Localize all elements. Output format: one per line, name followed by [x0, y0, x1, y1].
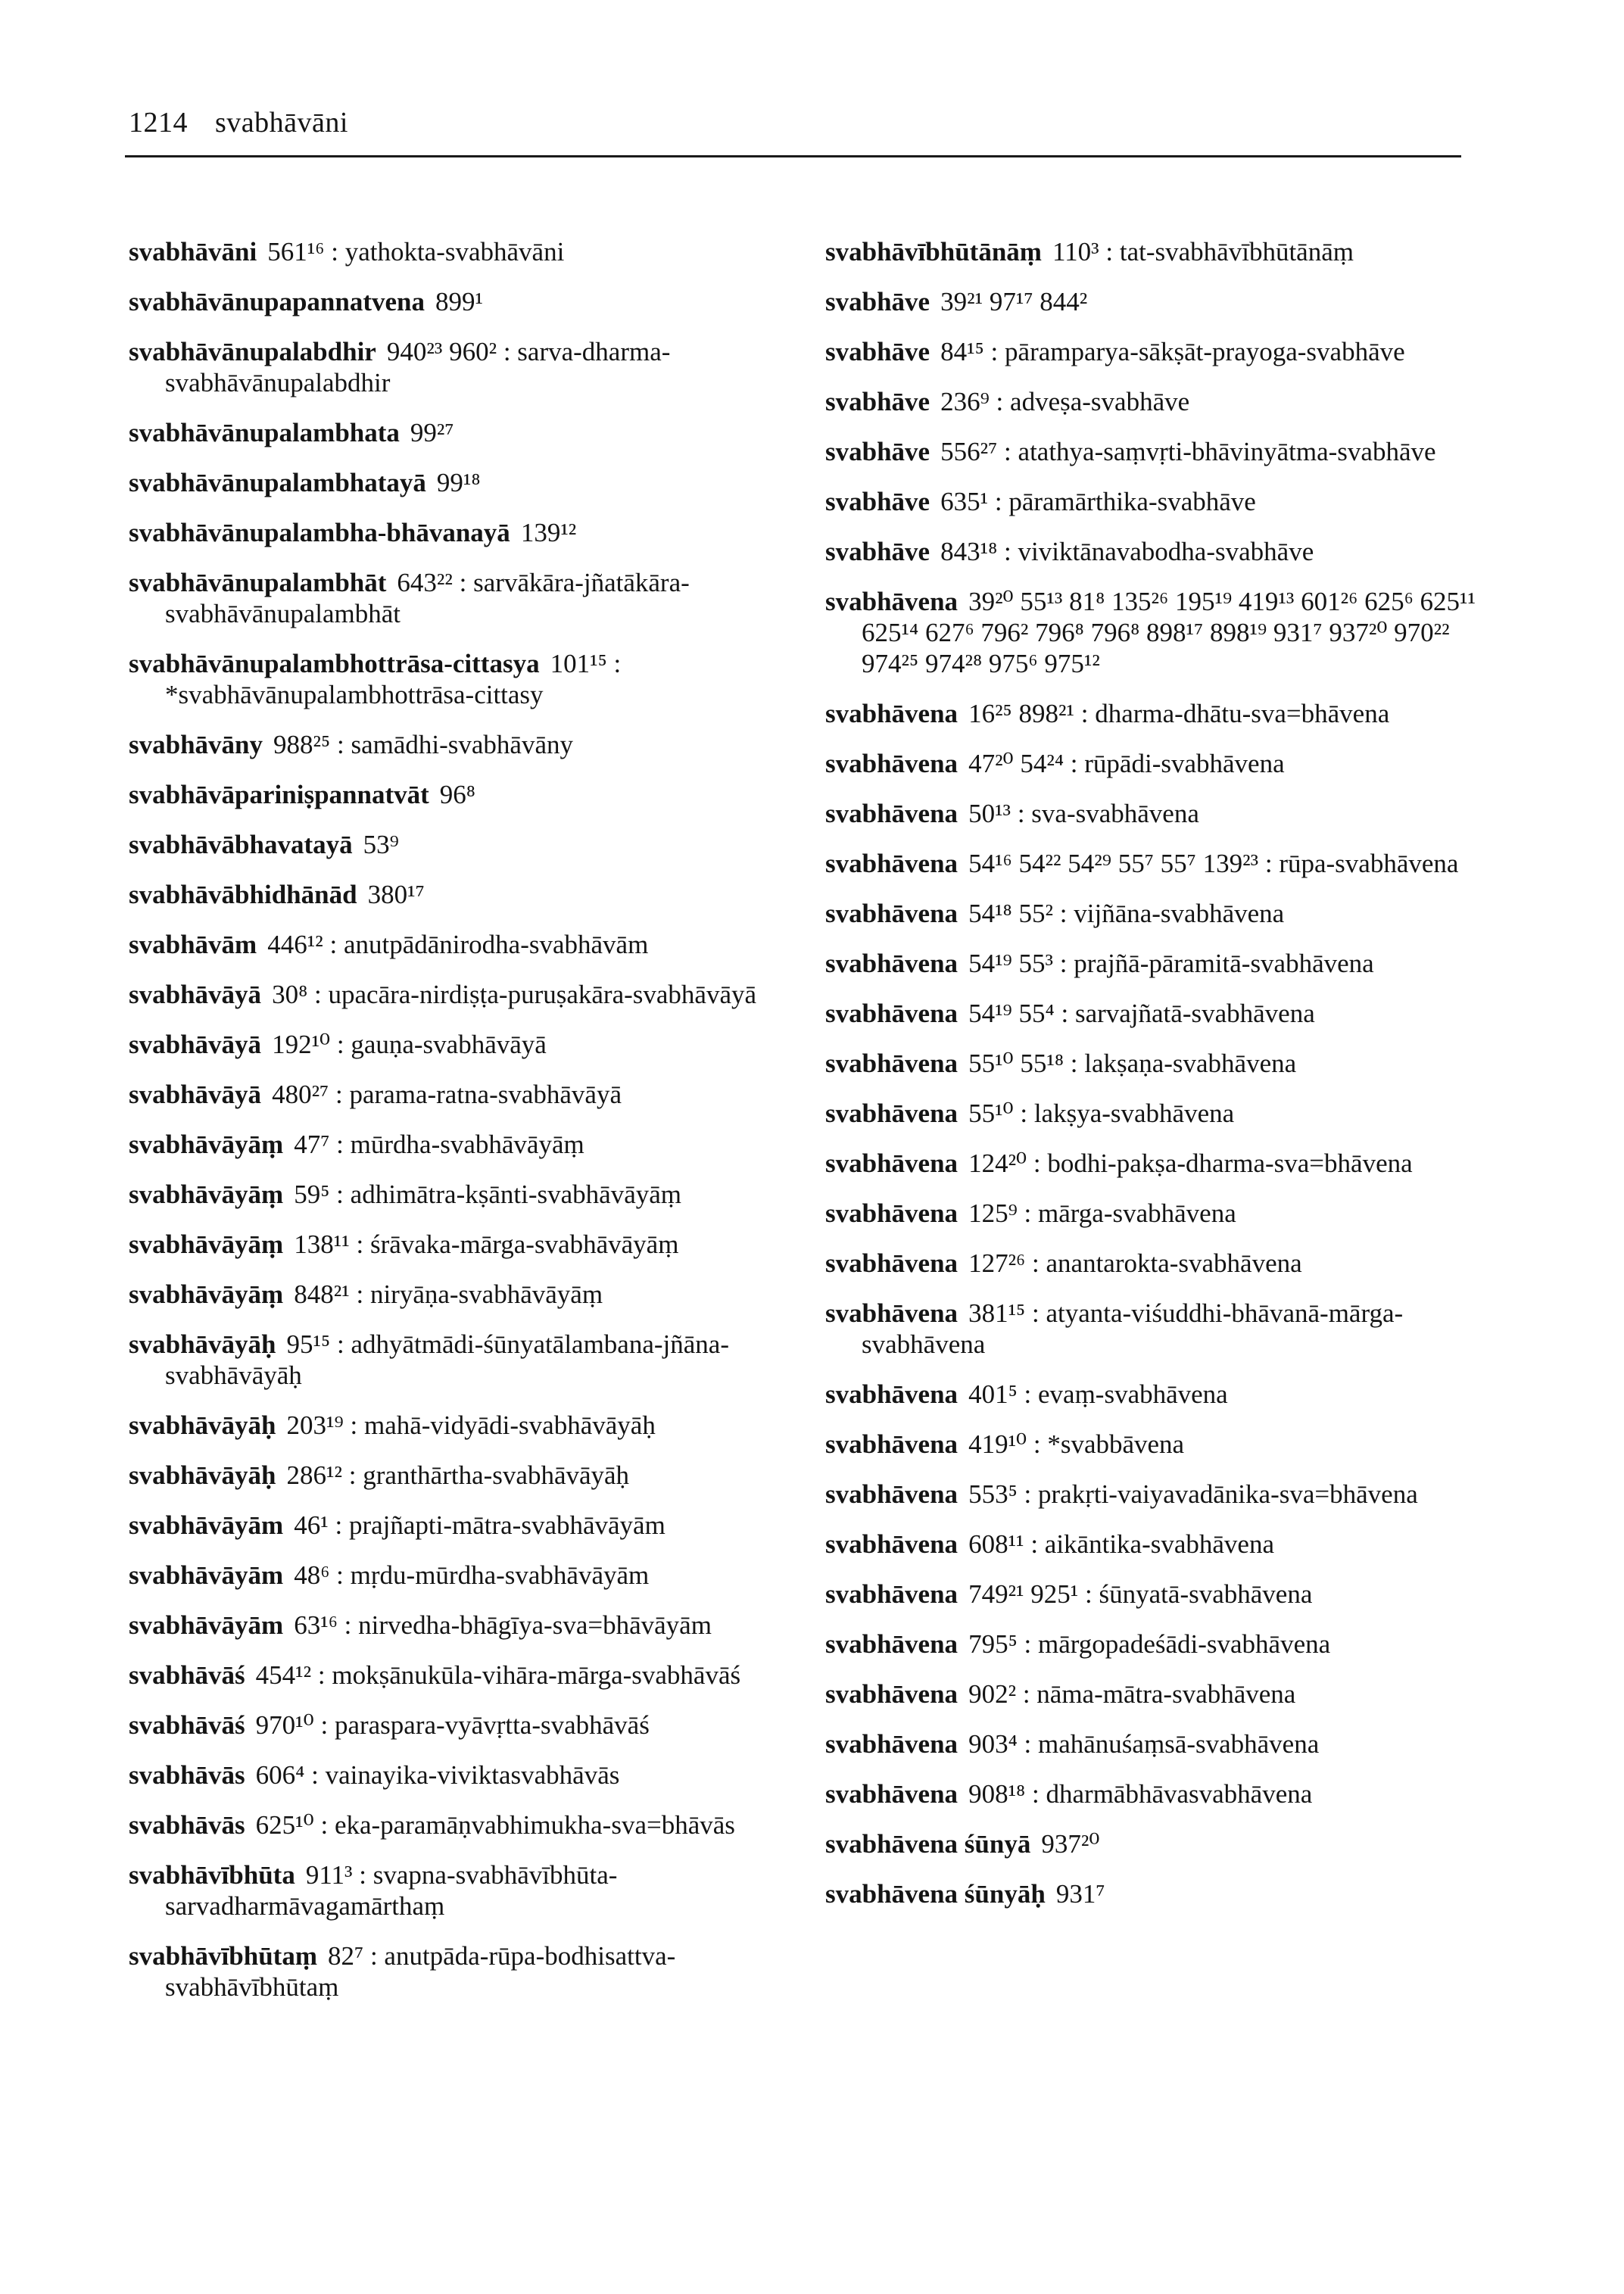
- entry-headword: svabhāvena: [825, 1379, 959, 1409]
- entry-headword: svabhāvānupapannatvena: [129, 287, 425, 316]
- entry-headword: svabhāvena: [825, 1248, 959, 1278]
- index-entry: svabhāvena 903⁴ : mahānuśaṃsā-svabhāvena: [825, 1729, 1320, 1759]
- entry-headword: svabhāvāyāḥ: [129, 1460, 276, 1490]
- entry-compound: mṛdu-mūrdha-svabhāvāyām: [350, 1560, 650, 1590]
- entry-headword: svabhāvena: [825, 899, 959, 928]
- index-entry: svabhāvena 54¹⁸ 55² : vijñāna-svabhāvena: [825, 899, 1285, 928]
- entry-compound: gauṇa-svabhāvāyā: [351, 1030, 547, 1059]
- entry-headword: svabhāvena: [825, 1629, 959, 1659]
- index-entry: svabhāvena 401⁵ : evaṃ-svabhāvena: [825, 1379, 1228, 1409]
- entry-compound: niryāṇa-svabhāvāyāṃ: [369, 1279, 603, 1309]
- entry-references: 138¹¹: [294, 1230, 350, 1259]
- index-entry: svabhāvībhūtānāṃ 110³ : tat-svabhāvībhūtānāṃ: [825, 237, 1354, 266]
- entry-references: 54¹⁸ 55²: [968, 899, 1054, 928]
- entry-references: 50¹³: [968, 799, 1011, 828]
- entry-references: 236⁹: [940, 387, 990, 416]
- entry-headword: svabhāvāyā: [129, 1030, 262, 1059]
- entry-references: 47⁷: [294, 1130, 330, 1159]
- index-entry: svabhāvāyām 63¹⁶ : nirvedha-bhāgīya-sva=bhāvāyām: [129, 1610, 712, 1640]
- entry-headword: svabhāvena: [825, 1298, 959, 1328]
- index-entry: svabhāvāny 988²⁵ : samādhi-svabhāvāny: [129, 730, 573, 759]
- index-entry: svabhāvāyāḥ 95¹⁵ : adhyātmādi-śūnyatālambana-jñāna-svabhāvāyāḥ: [129, 1329, 729, 1390]
- index-entry: svabhāvena 795⁵ : mārgopadeśādi-svabhāvena: [825, 1629, 1331, 1659]
- entry-compound: samādhi-svabhāvāny: [351, 730, 573, 759]
- entry-compound: mahā-vidyādi-svabhāvāyāḥ: [363, 1410, 656, 1440]
- entry-compound: vainayika-viviktasvabhāvās: [325, 1760, 620, 1790]
- entry-references: 635¹: [940, 487, 989, 516]
- index-entry: svabhāvena 749²¹ 925¹ : śūnyatā-svabhāvena: [825, 1579, 1313, 1609]
- index-entry: svabhāvās 625¹⁰ : eka-paramāṇvabhimukha-sva=bhāvās: [129, 1810, 735, 1840]
- entry-headword: svabhāvena: [825, 1149, 959, 1178]
- entry-references: 54¹⁶ 54²² 54²⁹ 55⁷ 55⁷ 139²³: [968, 849, 1259, 878]
- entry-headword: svabhāve: [825, 387, 930, 416]
- entry-references: 902²: [968, 1679, 1017, 1709]
- page-number: 1214: [129, 107, 188, 139]
- entry-compound: anutpādānirodha-svabhāvām: [343, 930, 649, 959]
- index-entry: svabhāvānupalambhottrāsa-cittasya 101¹⁵ : *svabhāvānupalambhottrāsa-cittasy: [129, 649, 622, 709]
- entry-compound: prajñapti-mātra-svabhāvāyām: [348, 1510, 665, 1540]
- entry-headword: svabhāvāś: [129, 1710, 245, 1740]
- index-entry: [129, 286, 810, 317]
- entry-headword: svabhāvena: [825, 699, 959, 728]
- index-entry: svabhāvās 606⁴ : vainayika-viviktasvabhāvās: [129, 1760, 620, 1790]
- entry-compound: tat-svabhāvībhūtānāṃ: [1119, 237, 1354, 266]
- index-entry: svabhāvām 446¹² : anutpādānirodha-svabhāvām: [129, 930, 649, 959]
- index-entry: [825, 1878, 1492, 1909]
- entry-references: 937²⁰: [1041, 1829, 1100, 1859]
- entry-headword: svabhāvena: [825, 949, 959, 978]
- entry-compound: evaṃ-svabhāvena: [1038, 1379, 1228, 1409]
- entry-references: 124²⁰: [968, 1149, 1027, 1178]
- entry-references: 139¹²: [520, 518, 577, 547]
- entry-headword: svabhāvena: [825, 799, 959, 828]
- entry-references: 625¹⁰: [255, 1810, 314, 1840]
- entry-headword: svabhāvena śūnyāḥ: [825, 1879, 1046, 1909]
- entry-compound: dharma-dhātu-sva=bhāvena: [1095, 699, 1390, 728]
- entry-headword: svabhāvāyāṃ: [129, 1279, 284, 1309]
- index-entry: svabhāvena 419¹⁰ : *svabbāvena: [825, 1429, 1185, 1459]
- entry-references: 553⁵: [968, 1479, 1018, 1509]
- index-entry: svabhāvānupalabdhir 940²³ 960² : sarva-dharma-svabhāvānupalabdhir: [129, 337, 671, 397]
- entry-references: 381¹⁵: [968, 1298, 1026, 1328]
- entry-compound: mārgopadeśādi-svabhāvena: [1038, 1629, 1331, 1659]
- index-entry: svabhāvāyām 46¹ : prajñapti-mātra-svabhāvāyām: [129, 1510, 665, 1540]
- entry-headword: svabhāve: [825, 437, 930, 466]
- entry-headword: svabhāvānupalambhatayā: [129, 468, 426, 497]
- entry-compound: mahānuśaṃsā-svabhāvena: [1038, 1729, 1320, 1759]
- index-entry: svabhāvena 608¹¹ : aikāntika-svabhāvena: [825, 1529, 1274, 1559]
- index-entry: svabhāvena 55¹⁰ 55¹⁸ : lakṣaṇa-svabhāvena: [825, 1049, 1297, 1078]
- entry-compound: prakṛti-vaiyavadānika-sva=bhāvena: [1038, 1479, 1418, 1509]
- entry-references: 988²⁵: [273, 730, 331, 759]
- running-header: [129, 106, 348, 139]
- index-entry: svabhāvena 54¹⁹ 55⁴ : sarvajñatā-svabhāvena: [825, 999, 1315, 1028]
- entry-headword: svabhāvās: [129, 1810, 245, 1840]
- entry-references: 82⁷: [327, 1941, 364, 1971]
- entry-compound: pāramārthika-svabhāve: [1008, 487, 1256, 516]
- entry-headword: svabhāvāny: [129, 730, 263, 759]
- entry-references: 908¹⁸: [968, 1779, 1026, 1809]
- entry-headword: svabhāvāyāḥ: [129, 1329, 276, 1359]
- entry-references: 795⁵: [968, 1629, 1018, 1659]
- entry-references: 401⁵: [968, 1379, 1018, 1409]
- index-column-right: [825, 236, 1492, 1928]
- entry-headword: svabhāvāpariniṣpannatvāt: [129, 780, 429, 809]
- entry-compound: granthārtha-svabhāvāyāḥ: [363, 1460, 630, 1490]
- index-entry: svabhāve 843¹⁸ : viviktānavabodha-svabhāve: [825, 537, 1314, 566]
- index-entry: svabhāvāyām 48⁶ : mṛdu-mūrdha-svabhāvāyām: [129, 1560, 650, 1590]
- entry-references: 911³: [305, 1860, 353, 1890]
- index-entry: [825, 286, 1492, 317]
- entry-headword: svabhāvena: [825, 1429, 959, 1459]
- entry-compound: eka-paramāṇvabhimukha-sva=bhāvās: [334, 1810, 735, 1840]
- entry-compound: prajñā-pāramitā-svabhāvena: [1074, 949, 1374, 978]
- index-entry: [129, 517, 810, 548]
- index-entry: svabhāvāyā 192¹⁰ : gauṇa-svabhāvāyā: [129, 1030, 547, 1059]
- index-entry: svabhāve 556²⁷ : atathya-saṃvṛti-bhāvinyātma-svabhāve: [825, 437, 1436, 466]
- entry-references: 608¹¹: [968, 1529, 1024, 1559]
- entry-references: 95¹⁵: [286, 1329, 331, 1359]
- entry-compound: dharmābhāvasvabhāvena: [1046, 1779, 1313, 1809]
- entry-compound: nāma-mātra-svabhāvena: [1036, 1679, 1296, 1709]
- entry-compound: rūpādi-svabhāvena: [1084, 749, 1285, 778]
- index-entry: svabhāvena 127²⁶ : anantarokta-svabhāvena: [825, 1248, 1302, 1278]
- entry-compound: śūnyatā-svabhāvena: [1099, 1579, 1313, 1609]
- index-entry: svabhāvībhūtaṃ 82⁷ : anutpāda-rūpa-bodhisattva-svabhāvībhūtaṃ: [129, 1941, 676, 2002]
- index-entry: svabhāvena 47²⁰ 54²⁴ : rūpādi-svabhāvena: [825, 749, 1285, 778]
- index-entry: svabhāvena 908¹⁸ : dharmābhāvasvabhāvena: [825, 1779, 1313, 1809]
- index-entry: svabhāvena 381¹⁵ : atyanta-viśuddhi-bhāvanā-mārga-svabhāvena: [825, 1298, 1404, 1359]
- entry-references: 192¹⁰: [272, 1030, 331, 1059]
- entry-headword: svabhāvāyā: [129, 980, 262, 1009]
- entry-headword: svabhāvena: [825, 1049, 959, 1078]
- entry-compound: parama-ratna-svabhāvāyā: [349, 1080, 622, 1109]
- entry-references: 446¹²: [267, 930, 323, 959]
- entry-compound: vijñāna-svabhāvena: [1074, 899, 1285, 928]
- index-entry: svabhāvāyāṃ 59⁵ : adhimātra-kṣānti-svabhāvāyāṃ: [129, 1180, 681, 1209]
- entry-references: 606⁴: [255, 1760, 305, 1790]
- index-entry: svabhāvāyāṃ 848²¹ : niryāṇa-svabhāvāyāṃ: [129, 1279, 603, 1309]
- index-entry: svabhāvāyā 480²⁷ : parama-ratna-svabhāvāyā: [129, 1080, 622, 1109]
- entry-references: 39²⁰ 55¹³ 81⁸ 135²⁶ 195¹⁹ 419¹³ 601²⁶ 625⁶ 625¹¹ 625¹⁴ 627⁶ 796² 796⁸ 796⁸ 898¹⁷ 898¹⁹ 931⁷ 937²⁰ 970²² 974²⁵ 974²⁸ 975⁶ 975¹²: [862, 587, 1476, 678]
- entry-headword: svabhāvena: [825, 1779, 959, 1809]
- entry-headword: svabhāvānupalambhottrāsa-cittasya: [129, 649, 540, 678]
- entry-headword: svabhāvena: [825, 1198, 959, 1228]
- entry-references: 843¹⁸: [940, 537, 998, 566]
- entry-compound: atathya-saṃvṛti-bhāvinyātma-svabhāve: [1018, 437, 1436, 466]
- entry-references: 59⁵: [294, 1180, 330, 1209]
- header-rule: [125, 155, 1461, 157]
- index-entry: svabhāvāni 561¹⁶ : yathokta-svabhāvāni: [129, 237, 565, 266]
- entry-compound: bodhi-pakṣa-dharma-sva=bhāvena: [1047, 1149, 1413, 1178]
- entry-headword: svabhāvībhūtānāṃ: [825, 237, 1042, 266]
- entry-references: 125⁹: [968, 1198, 1018, 1228]
- index-entry: svabhāvāyāṃ 47⁷ : mūrdha-svabhāvāyāṃ: [129, 1130, 584, 1159]
- entry-references: 454¹²: [255, 1660, 312, 1690]
- index-entry: svabhāvena 125⁹ : mārga-svabhāvena: [825, 1198, 1236, 1228]
- entry-references: 903⁴: [968, 1729, 1018, 1759]
- index-entry: svabhāvena 55¹⁰ : lakṣya-svabhāvena: [825, 1099, 1235, 1128]
- entry-compound: sarva-dharma-svabhāvānupalabdhir: [165, 337, 671, 397]
- entry-headword: svabhāvānupalambhāt: [129, 568, 387, 597]
- entry-headword: svabhāvābhavatayā: [129, 830, 353, 859]
- entry-headword: svabhāvānupalambha-bhāvanayā: [129, 518, 510, 547]
- entry-references: 46¹: [294, 1510, 329, 1540]
- index-entry: [129, 879, 810, 910]
- entry-headword: svabhāvena: [825, 1099, 959, 1128]
- entry-headword: svabhāvās: [129, 1760, 245, 1790]
- entry-references: 970¹⁰: [255, 1710, 314, 1740]
- entry-headword: svabhāve: [825, 537, 930, 566]
- index-entry: svabhāvena 124²⁰ : bodhi-pakṣa-dharma-sva=bhāvena: [825, 1149, 1413, 1178]
- entry-references: 127²⁶: [968, 1248, 1026, 1278]
- entry-headword: svabhāvībhūtaṃ: [129, 1941, 317, 1971]
- entry-references: 556²⁷: [940, 437, 998, 466]
- entry-compound: nirvedha-bhāgīya-sva=bhāvāyām: [358, 1610, 712, 1640]
- entry-compound: viviktānavabodha-svabhāve: [1018, 537, 1314, 566]
- index-entry: svabhāve 635¹ : pāramārthika-svabhāve: [825, 487, 1256, 516]
- index-entry: [825, 1828, 1492, 1859]
- entry-references: 419¹⁰: [968, 1429, 1027, 1459]
- index-entry: svabhāvena 50¹³ : sva-svabhāvena: [825, 799, 1199, 828]
- entry-headword: svabhāvībhūta: [129, 1860, 295, 1890]
- entry-references: 749²¹ 925¹: [968, 1579, 1079, 1609]
- entry-compound: mārga-svabhāvena: [1038, 1198, 1236, 1228]
- index-entry: svabhāve 84¹⁵ : pāramparya-sākṣāt-prayoga-svabhāve: [825, 337, 1405, 366]
- entry-references: 47²⁰ 54²⁴: [968, 749, 1064, 778]
- index-entry: svabhāvena 902² : nāma-mātra-svabhāvena: [825, 1679, 1296, 1709]
- entry-references: 55¹⁰: [968, 1099, 1014, 1128]
- index-entry: svabhāvāś 454¹² : mokṣānukūla-vihāra-mārga-svabhāvāś: [129, 1660, 741, 1690]
- entry-references: 561¹⁶: [267, 237, 325, 266]
- entry-references: 380¹⁷: [367, 880, 425, 909]
- entry-references: 53⁹: [363, 830, 399, 859]
- index-entry: svabhāvena 54¹⁹ 55³ : prajñā-pāramitā-svabhāvena: [825, 949, 1374, 978]
- index-entry: svabhāvāyāḥ 203¹⁹ : mahā-vidyādi-svabhāvāyāḥ: [129, 1410, 656, 1440]
- entry-compound: aikāntika-svabhāvena: [1044, 1529, 1274, 1559]
- entry-headword: svabhāvena: [825, 999, 959, 1028]
- entry-headword: svabhāvāyāṃ: [129, 1180, 284, 1209]
- entry-compound: anutpāda-rūpa-bodhisattva-svabhāvībhūtaṃ: [165, 1941, 676, 2002]
- index-entry: [129, 829, 810, 860]
- index-entry: [129, 417, 810, 448]
- entry-references: 101¹⁵: [550, 649, 607, 678]
- entry-headword: svabhāvena: [825, 587, 959, 616]
- entry-compound: sarvākāra-jñatākāra-svabhāvānupalambhāt: [165, 568, 690, 628]
- entry-headword: svabhāve: [825, 337, 930, 366]
- index-entry: svabhāvāyāṃ 138¹¹ : śrāvaka-mārga-svabhāvāyāṃ: [129, 1230, 679, 1259]
- index-entry: svabhāvāyāḥ 286¹² : granthārtha-svabhāvāyāḥ: [129, 1460, 630, 1490]
- entry-headword: svabhāvena: [825, 1679, 959, 1709]
- index-entry: svabhāvībhūta 911³ : svapna-svabhāvībhūta-sarvadharmāvagamārthaṃ: [129, 1860, 618, 1921]
- index-entry: [129, 467, 810, 498]
- entry-references: 940²³ 960²: [386, 337, 497, 366]
- entry-references: 203¹⁹: [286, 1410, 344, 1440]
- index-entry: svabhāve 236⁹ : adveṣa-svabhāve: [825, 387, 1190, 416]
- entry-compound: mūrdha-svabhāvāyāṃ: [350, 1130, 584, 1159]
- entry-compound: yathokta-svabhāvāni: [344, 237, 565, 266]
- entry-headword: svabhāvāyām: [129, 1510, 284, 1540]
- entry-headword: svabhāvāyāṃ: [129, 1230, 284, 1259]
- index-entry: svabhāvānupalambhāt 643²² : sarvākāra-jñatākāra-svabhāvānupalambhāt: [129, 568, 690, 628]
- entry-compound: upacāra-nirdiṣṭa-puruṣakāra-svabhāvāyā: [328, 980, 757, 1009]
- entry-references: 643²²: [397, 568, 453, 597]
- entry-compound: adhyātmādi-śūnyatālambana-jñāna-svabhāvāyāḥ: [165, 1329, 729, 1390]
- entry-headword: svabhāvāyāḥ: [129, 1410, 276, 1440]
- entry-headword: svabhāvāni: [129, 237, 257, 266]
- entry-references: 899¹: [435, 287, 483, 316]
- entry-references: 84¹⁵: [940, 337, 984, 366]
- entry-references: 30⁸: [272, 980, 308, 1009]
- entry-headword: svabhāvāyāṃ: [129, 1130, 284, 1159]
- entry-compound: *svabhāvānupalambhottrāsa-cittasy: [165, 680, 544, 709]
- entry-compound: anantarokta-svabhāvena: [1046, 1248, 1302, 1278]
- index-column-left: [129, 236, 810, 2021]
- entry-headword: svabhāvena: [825, 1579, 959, 1609]
- entry-references: 480²⁷: [272, 1080, 329, 1109]
- entry-headword: svabhāvābhidhānād: [129, 880, 357, 909]
- entry-references: 54¹⁹ 55⁴: [968, 999, 1055, 1028]
- entry-compound: adveṣa-svabhāve: [1010, 387, 1190, 416]
- entry-headword: svabhāvāyām: [129, 1610, 284, 1640]
- entry-compound: sva-svabhāvena: [1031, 799, 1199, 828]
- entry-references: 110³: [1052, 237, 1099, 266]
- entry-references: 63¹⁶: [294, 1610, 338, 1640]
- entry-references: 96⁸: [439, 780, 475, 809]
- index-entry: svabhāvena 54¹⁶ 54²² 54²⁹ 55⁷ 55⁷ 139²³ : rūpa-svabhāvena: [825, 849, 1459, 878]
- index-entry: svabhāvāyā 30⁸ : upacāra-nirdiṣṭa-puruṣakāra-svabhāvāyā: [129, 980, 757, 1009]
- entry-compound: lakṣya-svabhāvena: [1033, 1099, 1235, 1128]
- entry-compound: pāramparya-sākṣāt-prayoga-svabhāve: [1005, 337, 1405, 366]
- index-entry: svabhāvena 553⁵ : prakṛti-vaiyavadānika-sva=bhāvena: [825, 1479, 1418, 1509]
- entry-compound: adhimātra-kṣānti-svabhāvāyāṃ: [350, 1180, 681, 1209]
- entry-headword: svabhāvena: [825, 749, 959, 778]
- entry-compound: svapna-svabhāvībhūta-sarvadharmāvagamārthaṃ: [165, 1860, 618, 1921]
- entry-references: 16²⁵ 898²¹: [968, 699, 1074, 728]
- entry-headword: svabhāvāyām: [129, 1560, 284, 1590]
- entry-headword: svabhāve: [825, 487, 930, 516]
- entry-headword: svabhāvena: [825, 849, 959, 878]
- index-entry: svabhāvāś 970¹⁰ : paraspara-vyāvṛtta-svabhāvāś: [129, 1710, 650, 1740]
- entry-references: 39²¹ 97¹⁷ 844²: [940, 287, 1088, 316]
- entry-references: 99²⁷: [410, 418, 454, 447]
- index-entry: [825, 586, 1492, 679]
- entry-headword: svabhāvānupalabdhir: [129, 337, 376, 366]
- index-entry: svabhāvena 16²⁵ 898²¹ : dharma-dhātu-sva=bhāvena: [825, 699, 1390, 728]
- entry-references: 931⁷: [1055, 1879, 1105, 1909]
- entry-headword: svabhāvām: [129, 930, 257, 959]
- entry-headword: svabhāvena: [825, 1479, 959, 1509]
- entry-compound: rūpa-svabhāvena: [1279, 849, 1459, 878]
- index-entry: [129, 779, 810, 810]
- entry-references: 286¹²: [286, 1460, 343, 1490]
- entry-references: 55¹⁰ 55¹⁸: [968, 1049, 1064, 1078]
- entry-headword: svabhāvāyā: [129, 1080, 262, 1109]
- entry-compound: atyanta-viśuddhi-bhāvanā-mārga-svabhāvena: [862, 1298, 1404, 1359]
- entry-compound: śrāvaka-mārga-svabhāvāyāṃ: [369, 1230, 679, 1259]
- entry-references: 848²¹: [294, 1279, 350, 1309]
- entry-headword: svabhāvāś: [129, 1660, 245, 1690]
- entry-references: 54¹⁹ 55³: [968, 949, 1054, 978]
- entry-headword: svabhāve: [825, 287, 930, 316]
- entry-headword: svabhāvena śūnyā: [825, 1829, 1031, 1859]
- entry-references: 99¹⁸: [436, 468, 481, 497]
- entry-compound: sarvajñatā-svabhāvena: [1074, 999, 1315, 1028]
- running-title: svabhāvāni: [215, 107, 348, 139]
- entry-compound: paraspara-vyāvṛtta-svabhāvāś: [334, 1710, 650, 1740]
- entry-compound: *svabbāvena: [1047, 1429, 1185, 1459]
- entry-headword: svabhāvānupalambhata: [129, 418, 400, 447]
- entry-compound: mokṣānukūla-vihāra-mārga-svabhāvāś: [332, 1660, 741, 1690]
- entry-headword: svabhāvena: [825, 1729, 959, 1759]
- entry-references: 48⁶: [294, 1560, 330, 1590]
- entry-compound: lakṣaṇa-svabhāvena: [1084, 1049, 1297, 1078]
- entry-headword: svabhāvena: [825, 1529, 959, 1559]
